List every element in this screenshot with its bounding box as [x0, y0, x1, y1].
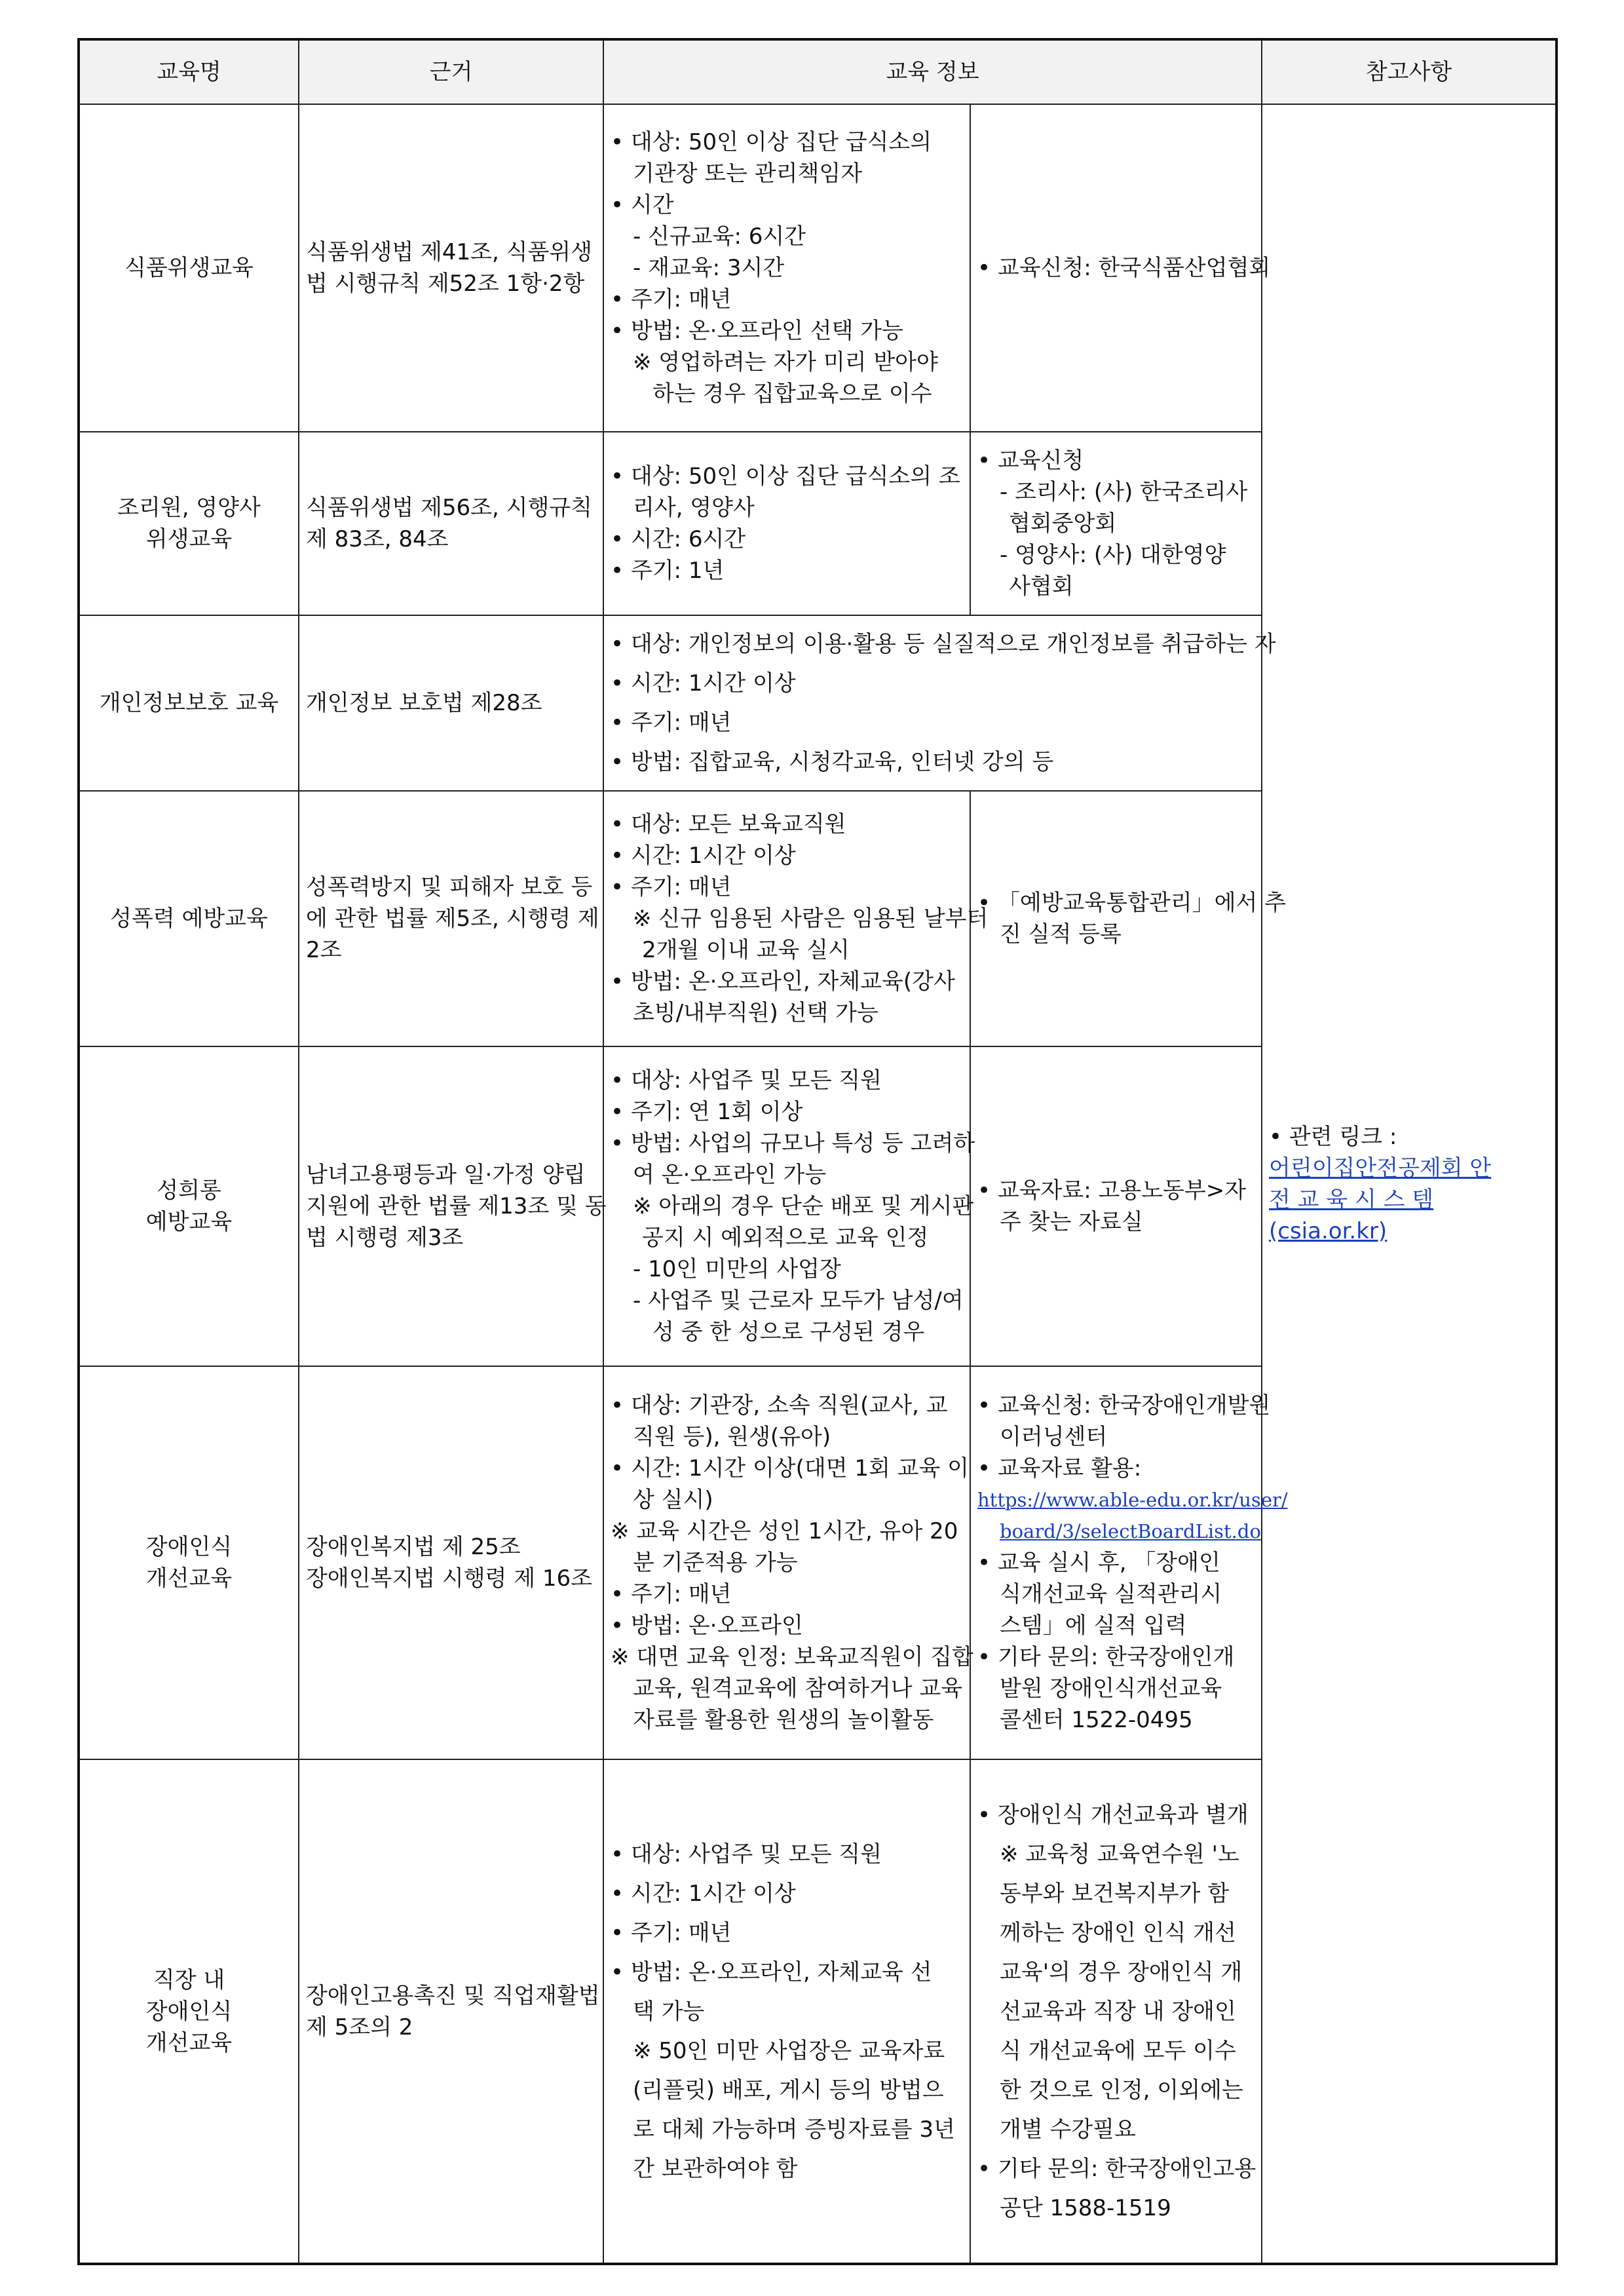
able-edu-link[interactable]: https://www.able-edu.or.kr/user/: [977, 1489, 1288, 1511]
able-edu-link-continued[interactable]: board/3/selectBoardList.do: [1000, 1520, 1261, 1542]
education-info: • 대상: 모든 보육교직원 • 시간: 1시간 이상 • 주기: 매년 ※ 신규 임용된 사람은 임용된 날부터 2개월 이내 교육 실시 • 방법: 온·오프라인, 자체교육(강사 초빙/내부직원) 선택 가능: [603, 791, 970, 1046]
header-reference: 참고사항: [1262, 39, 1557, 104]
legal-basis: 남녀고용평등과 일·가정 양립 지원에 관한 법률 제13조 및 동 법 시행령 제3조: [299, 1046, 603, 1366]
header-basis: 근거: [299, 39, 603, 104]
education-info: • 대상: 50인 이상 집단 급식소의 기관장 또는 관리책임자 • 시간 - 신규교육: 6시간 - 재교육: 3시간 • 주기: 매년 • 방법: 온·오프라인 선택 가능 ※ 영업하려는 자가 미리 받아야 하는 경우 집합교육으로 이수: [603, 104, 970, 432]
education-name: 개인정보보호 교육: [79, 615, 299, 791]
header-education-name: 교육명: [79, 39, 299, 104]
education-note: • 교육자료: 고용노동부>자 주 찾는 자료실: [970, 1046, 1262, 1366]
education-info: • 대상: 사업주 및 모든 직원 • 시간: 1시간 이상 • 주기: 매년 • 방법: 온·오프라인, 자체교육 선 택 가능 ※ 50인 미만 사업장은 교육자료 (리플릿) 배포, 게시 등의 방법으 로 대체 가능하며 증빙자료를 3년 간 보관하여야 함: [603, 1759, 970, 2264]
education-info: • 대상: 사업주 및 모든 직원 • 주기: 연 1회 이상 • 방법: 사업의 규모나 특성 등 고려하 여 온·오프라인 가능 ※ 아래의 경우 단순 배포 및 게시판 공지 시 예외적으로 교육 인정 - 10인 미만의 사업장 - 사업주 및 근로자 모두가 남성/여 성 중 한 성으로 구성된 경우: [603, 1046, 970, 1366]
education-name: 조리원, 영양사 위생교육: [79, 432, 299, 615]
education-name: 장애인식 개선교육: [79, 1366, 299, 1759]
education-name: 성폭력 예방교육: [79, 791, 299, 1046]
legal-basis: 장애인복지법 제 25조 장애인복지법 시행령 제 16조: [299, 1366, 603, 1759]
education-table: [77, 38, 1558, 2265]
education-note: • 교육신청: 한국장애인개발원 이러닝센터 • 교육자료 활용: https://www.able-edu.or.kr/user/ board/3/selectBoardList.do • 교육 실시 후, 「장애인 식개선교육 실적관리시 스템」에 실적 입력 • 기타 문의: 한국장애인개 발원 장애인식개선교육 콜센터 1522-0495: [970, 1366, 1262, 1759]
education-note: • 교육신청 - 조리사: (사) 한국조리사 협회중앙회 - 영양사: (사) 대한영양 사협회: [970, 432, 1262, 615]
education-name: 성희롱 예방교육: [79, 1046, 299, 1366]
csia-link[interactable]: 어린이집안전공제회 안 전 교 육 시 스 템 (csia.or.kr): [1269, 1155, 1492, 1244]
education-note: • 장애인식 개선교육과 별개 ※ 교육청 교육연수원 '노 동부와 보건복지부가 함 께하는 장애인 인식 개선 교육'의 경우 장애인식 개 선교육과 직장 내 장애인 식 개선교육에 모두 이수 한 것으로 인정, 이외에는 개별 수강필요 • 기타 문의: 한국장애인고용 공단 1588-1519: [970, 1759, 1262, 2264]
legal-basis: 장애인고용촉진 및 직업재활법 제 5조의 2: [299, 1759, 603, 2264]
table-row: [79, 104, 1557, 432]
table-header-row: [79, 39, 1557, 104]
education-note: • 교육신청: 한국식품산업협회: [970, 104, 1262, 432]
education-info: • 대상: 기관장, 소속 직원(교사, 교 직원 등), 원생(유아) • 시간: 1시간 이상(대면 1회 교육 이 상 실시) ※ 교육 시간은 성인 1시간, 유아 20 분 기준적용 가능 • 주기: 매년 • 방법: 온·오프라인 ※ 대면 교육 인정: 보육교직원이 집합 교육, 원격교육에 참여하거나 교육 자료를 활용한 원생의 놀이활동: [603, 1366, 970, 1759]
education-name: 식품위생교육: [79, 104, 299, 432]
header-education-info: 교육 정보: [603, 39, 1262, 104]
legal-basis: 식품위생법 제41조, 식품위생 법 시행규칙 제52조 1항·2항: [299, 104, 603, 432]
education-note: • 「예방교육통합관리」에서 추 진 실적 등록: [970, 791, 1262, 1046]
education-name: 직장 내 장애인식 개선교육: [79, 1759, 299, 2264]
legal-basis: 개인정보 보호법 제28조: [299, 615, 603, 791]
education-info: • 대상: 50인 이상 집단 급식소의 조 리사, 영양사 • 시간: 6시간 • 주기: 1년: [603, 432, 970, 615]
education-info: • 대상: 개인정보의 이용·활용 등 실질적으로 개인정보를 취급하는 자 • 시간: 1시간 이상 • 주기: 매년 • 방법: 집합교육, 시청각교육, 인터넷 강의 등: [603, 615, 1262, 791]
legal-basis: 식품위생법 제56조, 시행규칙 제 83조, 84조: [299, 432, 603, 615]
reference-cell: • 관련 링크 : 어린이집안전공제회 안 전 교 육 시 스 템 (csia.or.kr): [1262, 104, 1557, 2264]
legal-basis: 성폭력방지 및 피해자 보호 등 에 관한 법률 제5조, 시행령 제 2조: [299, 791, 603, 1046]
